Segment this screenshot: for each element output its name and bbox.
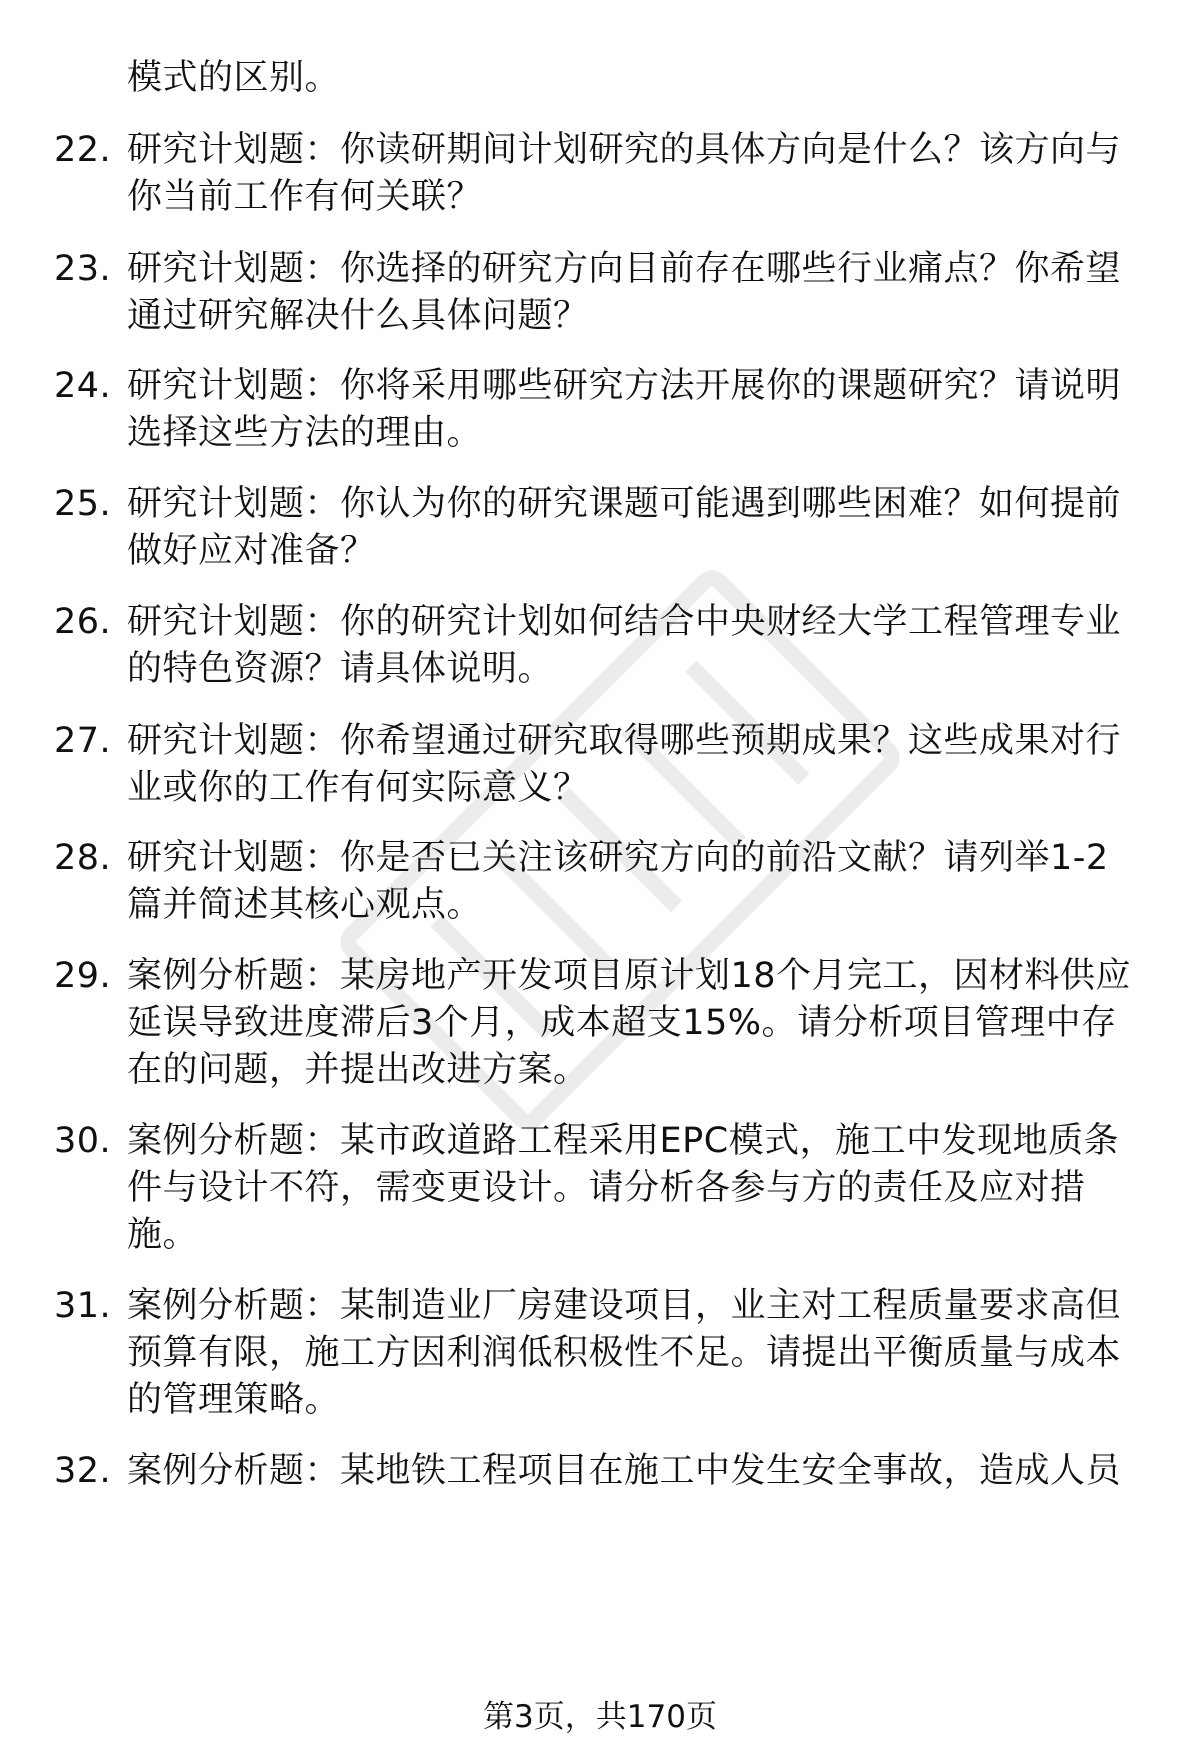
question-number: 23. (54, 249, 112, 289)
question-text: 研究计划题：你希望通过研究取得哪些预期成果？这些成果对行业或你的工作有何实际意义？ (127, 721, 1122, 808)
question-number: 32. (54, 1451, 112, 1491)
question-text: 案例分析题：某制造业厂房建设项目，业主对工程质量要求高但预算有限，施工方因利润低积极性不足。请提出平衡质量与成本的管理策略。 (127, 1286, 1122, 1420)
question-text: 案例分析题：某市政道路工程采用EPC模式，施工中发现地质条件与设计不符，需变更设计。请分析各参与方的责任及应对措施。 (127, 1121, 1120, 1255)
question-number: 26. (54, 602, 112, 642)
question-number: 31. (54, 1286, 112, 1326)
question-number: 22. (54, 130, 112, 170)
page-footer: 第3页，共170页 (483, 1699, 717, 1735)
continuation-text: 模式的区别。 (127, 58, 341, 98)
question-number: 24. (54, 366, 112, 406)
question-text: 研究计划题：你读研期间计划研究的具体方向是什么？该方向与你当前工作有何关联？ (127, 130, 1122, 217)
question-text: 研究计划题：你将采用哪些研究方法开展你的课题研究？请说明选择这些方法的理由。 (127, 366, 1122, 453)
question-number: 30. (54, 1121, 112, 1161)
question-number: 27. (54, 721, 112, 761)
question-text: 研究计划题：你认为你的研究课题可能遇到哪些困难？如何提前做好应对准备？ (127, 484, 1122, 571)
question-text: 案例分析题：某房地产开发项目原计划18个月完工，因材料供应延误导致进度滞后3个月，成本超支15%。请分析项目管理中存在的问题，并提出改进方案。 (127, 956, 1132, 1090)
question-number: 28. (54, 838, 112, 878)
question-text: 研究计划题：你是否已关注该研究方向的前沿文献？请列举1-2篇并简述其核心观点。 (127, 838, 1109, 925)
question-text: 研究计划题：你的研究计划如何结合中央财经大学工程管理专业的特色资源？请具体说明。 (127, 602, 1122, 689)
question-number: 29. (54, 956, 112, 996)
question-number: 25. (54, 484, 112, 524)
question-text: 案例分析题：某地铁工程项目在施工中发生安全事故，造成人员 (127, 1451, 1122, 1491)
question-text: 研究计划题：你选择的研究方向目前存在哪些行业痛点？你希望通过研究解决什么具体问题？ (127, 249, 1122, 336)
